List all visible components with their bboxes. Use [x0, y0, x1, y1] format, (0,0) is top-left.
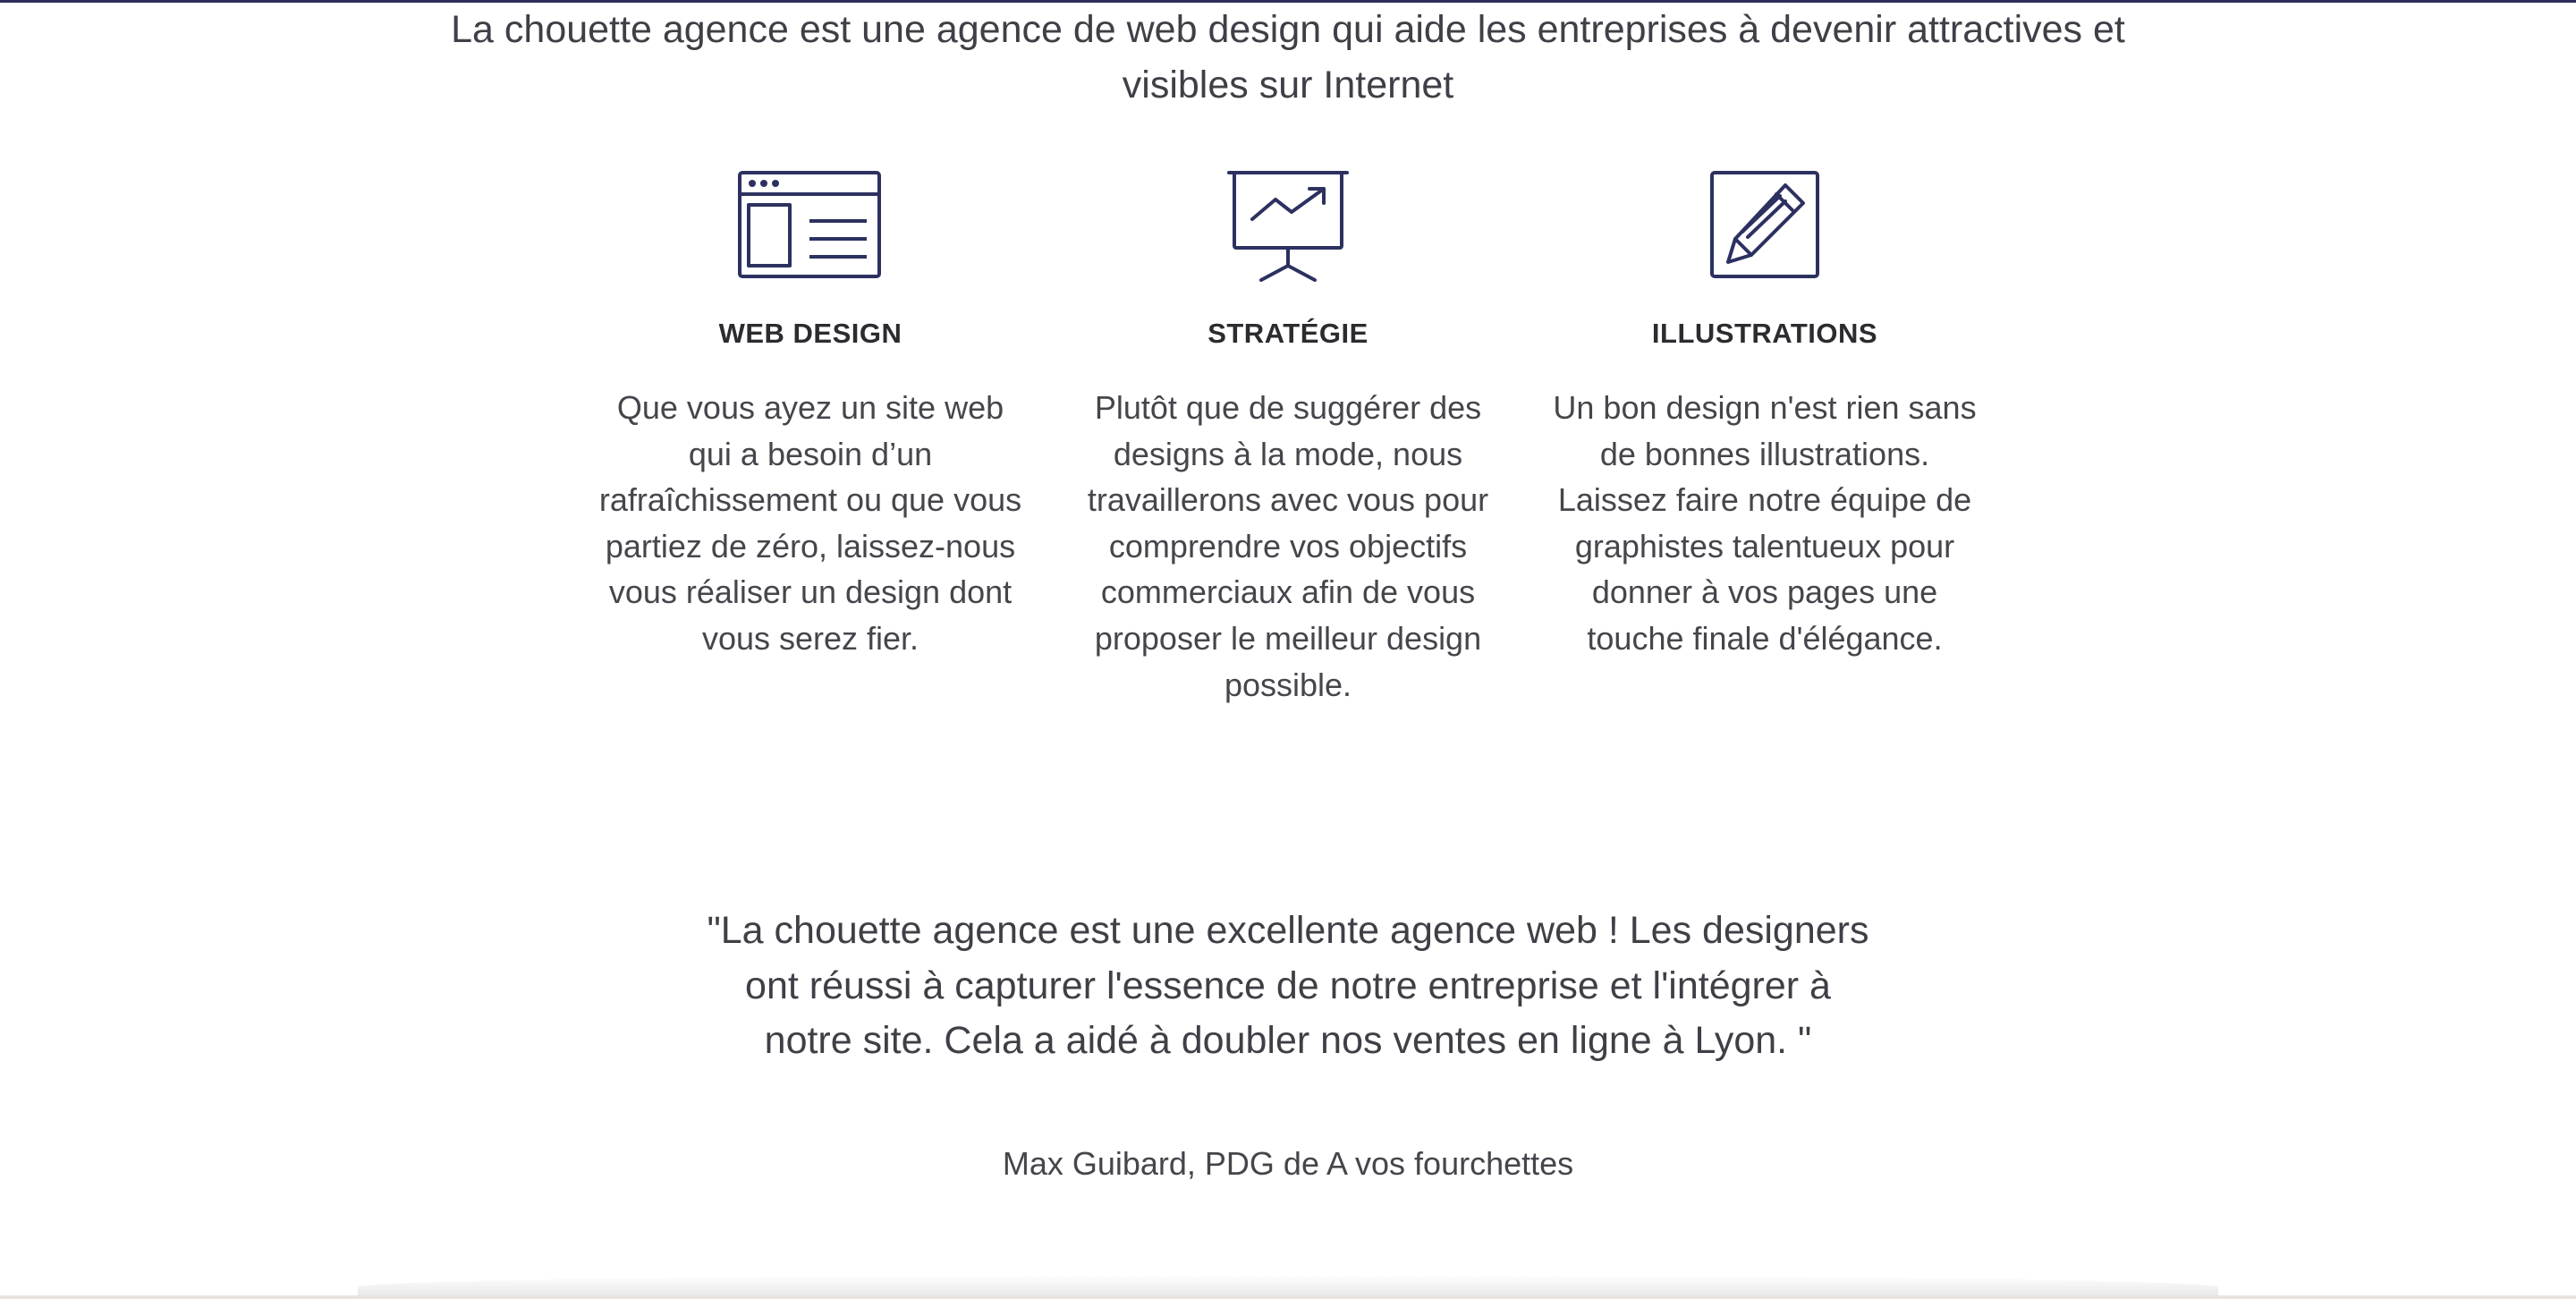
service-description: Que vous ayez un site web qui a besoin d’un rafraîchissement ou que vous partiez de zéro, laissez-nous vous réaliser un design dont vous serez fier.	[598, 389, 1022, 657]
testimonial-quote: "La chouette agence est une excellente agence web ! Les designers ont réussi à capturer l'essence de notre entreprise et l'intégrer à notre site. Cela a aidé à doubler nos ventes en ligne à Lyon. "	[707, 909, 1869, 1062]
service-strategie	[1073, 166, 1503, 703]
intro-text: La chouette agence est une agence de web design qui aide les entreprises à devenir attractives et visibles sur Internet	[451, 8, 2125, 106]
testimonial-author: Max Guibard, PDG de A vos fourchettes	[1002, 1145, 1574, 1182]
bottom-edge	[0, 1295, 2576, 1299]
service-description: Un bon design n'est rien sans de bonnes illustrations. Laissez faire notre équipe de graphistes talentueux pour donner à vos pages une touche finale d'élégance.	[1553, 389, 1977, 657]
service-web-design	[596, 166, 1025, 657]
service-title: WEB DESIGN	[718, 318, 902, 349]
presentation-chart-icon	[1225, 166, 1351, 282]
service-title: ILLUSTRATIONS	[1651, 318, 1878, 349]
web-page-icon	[734, 166, 886, 282]
service-title: STRATÉGIE	[1208, 318, 1368, 349]
service-illustrations	[1550, 166, 1979, 657]
service-description: Plutôt que de suggérer des designs à la mode, nous travaillerons avec vous pour comprendre vos objectifs commerciaux afin de vous proposer le meilleur design possible.	[1087, 389, 1489, 703]
pencil-icon	[1707, 166, 1823, 282]
